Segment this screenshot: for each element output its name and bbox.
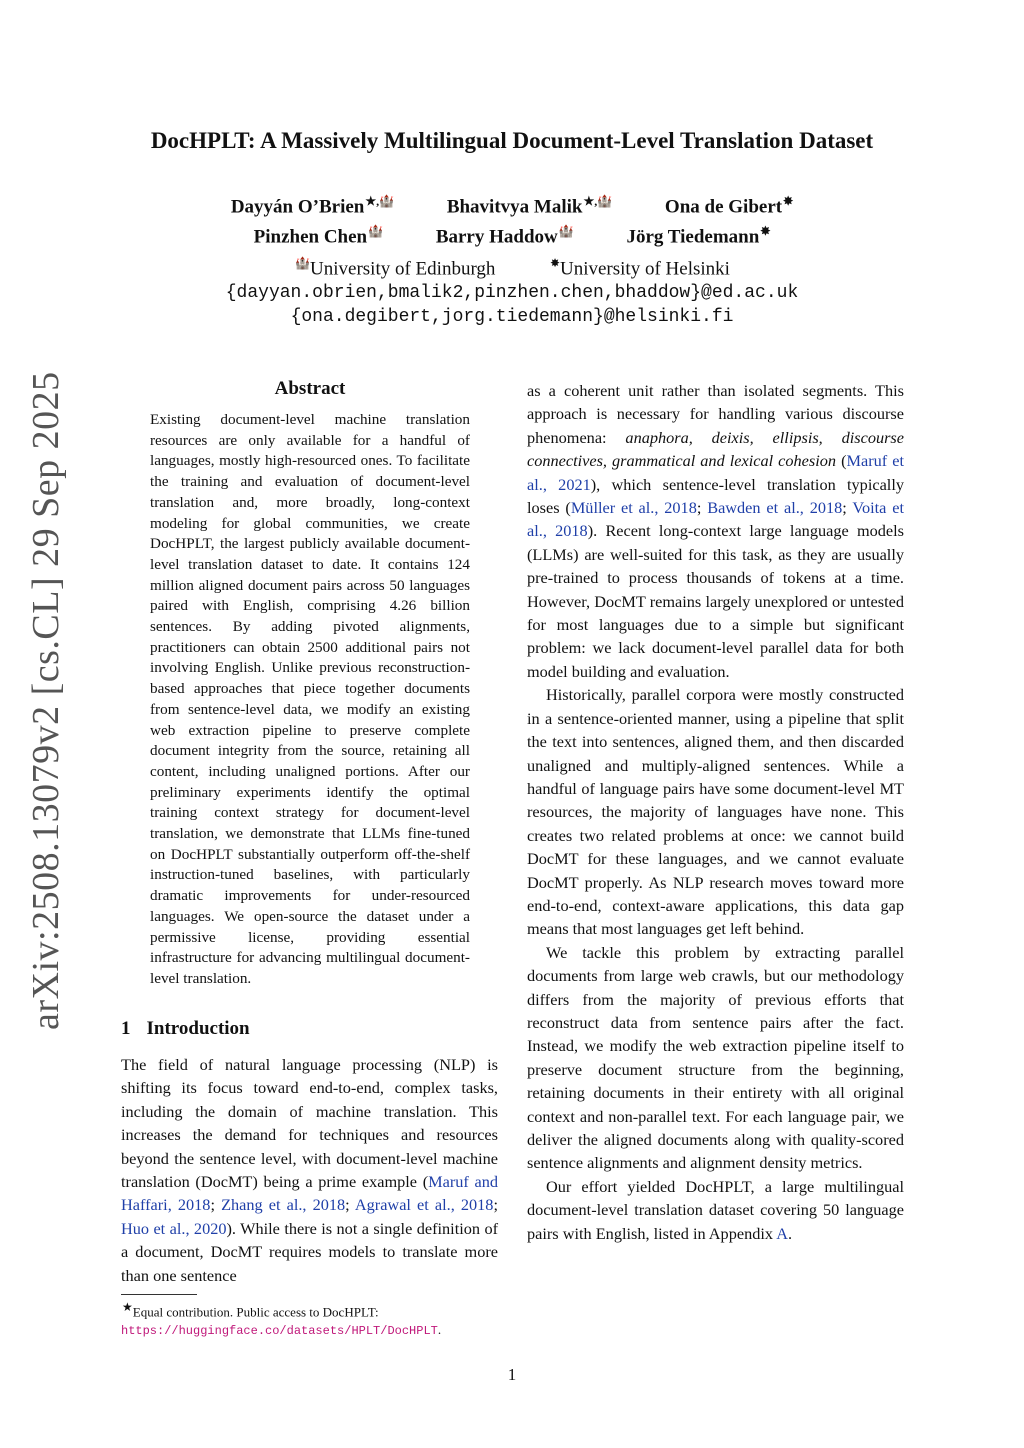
footnote-divider — [121, 1294, 197, 1295]
author-3: Ona de Gibert✸ — [664, 194, 794, 218]
helsinki-logo-icon: ✸ — [549, 256, 560, 270]
intro-paragraph: The field of natural language processing (NLP) is shifting its focus toward end-to-end, complex tasks, including the domain of machine translation. This increases the demand for techniques and resources beyond the sentence level, with document-level machine translation (DocMT) being a prime example (Maruf and Haffari, 2018; Zhang et al., 2018; Agrawal et al., 2018; Huo et al., 2020). While there is not a single definition of a document, DocMT requires models to translate more than one sentence — [121, 1055, 499, 1285]
author-mark-icon: 🏰 — [368, 224, 384, 238]
affiliation-edinburgh: University of Edinburgh — [310, 258, 496, 280]
arxiv-sidebar-id: arXiv:2508.13079v2 [cs.CL] 29 Sep 2025 — [25, 371, 67, 1030]
author-mark-icon: ✸ — [783, 194, 794, 208]
email-line-1: {dayyan.obrien,bmalik2,pinzhen.chen,bhaddow}@ed.ac.uk — [225, 283, 799, 303]
dataset-url-link[interactable]: https://huggingface.co/datasets/HPLT/DocHPLT — [121, 1324, 438, 1339]
author-mark-icon: ✸ — [760, 224, 771, 238]
footnote: ★Equal contribution. Public access to DocHPLT: https://huggingface.co/datasets/HPLT/DocHPLT. — [121, 1300, 442, 1339]
abstract-heading: Abstract — [274, 378, 346, 399]
appendix-link[interactable]: A — [776, 1223, 788, 1243]
citation-link[interactable]: Maruf et al., 2021 — [527, 451, 905, 494]
affiliation-helsinki: University of Helsinki — [560, 258, 730, 280]
author-mark-icon: ★,🏰 — [365, 194, 395, 208]
paragraph-1: as a coherent unit rather than isolated segments. This approach is necessary for handling various discourse phenomena: anaphora, deixis, ellipsis, discourse connectives, grammatical and lexical cohesion (Maruf et al., 2021), which sentence-level translation typically loses (Müller et al., 2018; Bawden et al., 2018; Voita et al., 2018). Recent long-context large language models (LLMs) are well-suited for this task, as they are usually pre-trained to process thousands of tokens at a time. However, DocMT remains largely unexplored or untested for most languages due to a simple but significant problem: we lack document-level parallel data for both model building and evaluation. — [527, 381, 905, 681]
author-5: Barry Haddow🏰 — [435, 224, 574, 248]
right-column — [527, 379, 904, 1245]
citation-link[interactable]: Huo et al., 2020 — [121, 1218, 227, 1238]
affiliations — [0, 256, 1024, 280]
section-heading-introduction: 1 Introduction — [121, 1018, 250, 1039]
citation-link[interactable]: Bawden et al., 2018 — [707, 498, 843, 518]
author-mark-icon: ★,🏰 — [583, 194, 613, 208]
paragraph-3: We tackle this problem by extracting parallel documents from large web crawls, but our methodology differs from the majority of previous efforts that reconstruct data from sentence pairs after the fact. Instead, we modify the web extraction pipeline itself to preserve document structure from the beginning, retaining documents in their entirety with all original context and non-parallel text. For each language pair, we deliver the aligned documents along with quality-scored sentence alignments and alignment density metrics. — [527, 942, 904, 1173]
citation-link[interactable]: Agrawal et al., 2018 — [354, 1195, 494, 1215]
citation-link[interactable]: Zhang et al., 2018 — [221, 1195, 346, 1215]
paragraph-2: Historically, parallel corpora were mostly constructed in a sentence-oriented manner, using a pipeline that split the text into sentences, aligned them, and then discarded unaligned and multiply-aligned sentences. While a handful of language pairs have some document-level MT resources, the majority of languages have none. This creates two related problems at once: we cannot build DocMT for these languages, and we cannot evaluate DocMT properly. As NLP research moves toward more end-to-end, context-aware applications, this data gap means that most languages get left behind. — [527, 685, 904, 939]
paragraph-4: Our effort yielded DocHPLT, a large multilingual document-level translation dataset covering 50 language pairs with English, listed in Appendix A. — [527, 1176, 904, 1243]
citation-link[interactable]: Voita et al., 2018 — [527, 498, 904, 541]
paper-title: DocHPLT: A Massively Multilingual Document-Level Translation Dataset — [150, 128, 874, 153]
email-line-2: {ona.degibert,jorg.tiedemann}@helsinki.fi — [290, 307, 734, 327]
citation-link[interactable]: Müller et al., 2018 — [570, 498, 697, 518]
author-6: Jörg Tiedemann✸ — [626, 224, 771, 248]
author-2: Bhavitvya Malik★,🏰 — [446, 194, 613, 218]
author-4: Pinzhen Chen🏰 — [253, 224, 384, 248]
edinburgh-crest-icon: 🏰 — [295, 256, 311, 270]
author-1: Dayyán O’Brien★,🏰 — [230, 194, 395, 218]
footnote-mark-icon: ★ — [122, 1300, 133, 1314]
abstract-text: Existing document-level machine translation resources are only available for a handful of languages, mostly high-resourced ones. To facilitate the training and evaluation of document-level translation and, more broadly, long-context modeling for global communities, we create DocHPLT, the largest publicly available document-level translation dataset to date. It contains 124 million aligned document pairs across 50 languages paired with English, comprising 4.26 billion sentences. By adding pivoted alignments, practitioners can obtain 2500 additional pairs not involving English. Unlike previous reconstruction-based approaches that piece together documents from sentence-level data, we modify an existing web extraction pipeline to preserve complete document integrity from the source, retaining all content, including unaligned portions. After our preliminary experiments identify the optimal training context strategy for document-level translation, we demonstrate that LLMs fine-tuned on DocHPLT substantially outperform off-the-shelf instruction-tuned baselines, with particularly dramatic improvements for under-resourced languages. We open-source the dataset under a permissive license, providing essential infrastructure for advancing multilingual document-level translation. — [150, 411, 470, 987]
page-number: 1 — [507, 1365, 517, 1384]
authors-row-1 — [0, 194, 1024, 218]
citation-link[interactable]: Maruf and Haffari, 2018 — [121, 1172, 499, 1215]
author-mark-icon: 🏰 — [558, 224, 574, 238]
authors-row-2 — [0, 224, 1024, 248]
